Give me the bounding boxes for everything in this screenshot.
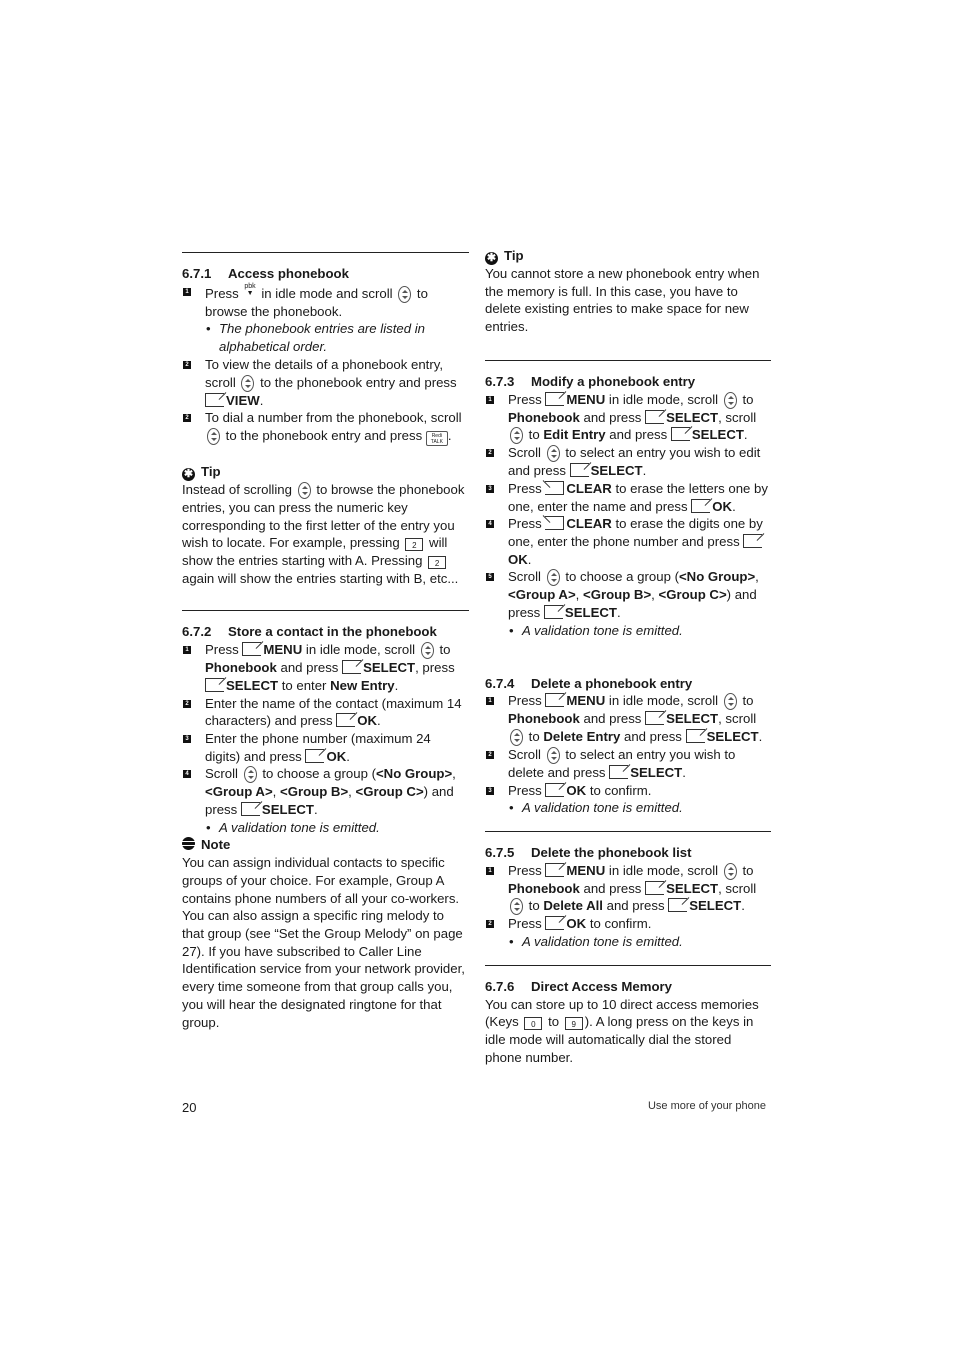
step-item: 1 Press pbk ▼ in idle mode and scroll to browse the phonebook. — [182, 283, 469, 321]
step-item: 2 Press OK to confirm. — [485, 915, 771, 933]
steps-delete-entry — [485, 692, 771, 817]
step-number: 1 — [183, 288, 191, 296]
step-item: 4 Press CLEAR to erase the digits one by one, enter the phone number and press OK. — [485, 515, 771, 568]
tip-heading: ✱ Tip — [183, 463, 221, 480]
note-heading: Note — [182, 836, 469, 854]
scroll-key-icon — [510, 427, 523, 444]
step-item: 3 Press OK to confirm. — [485, 782, 771, 800]
left-softkey-icon — [570, 463, 589, 477]
tip-icon: ✱ — [183, 467, 194, 480]
left-softkey-icon — [241, 802, 260, 816]
step-number: 4 — [486, 520, 494, 528]
left-column — [182, 252, 469, 1031]
step-result: • A validation tone is emitted. — [485, 622, 771, 640]
step-item: 2 Scroll to select an entry you wish to delete and press SELECT. — [485, 746, 771, 782]
step-item: 2 To view the details of a phonebook entry, scroll to the phonebook entry and press VIEW. — [182, 356, 469, 409]
step-number: 2 — [486, 920, 494, 928]
step-number: 3 — [486, 787, 494, 795]
step-item: 2 Enter the name of the contact (maximum 14 characters) and press OK. — [182, 695, 469, 730]
left-softkey-icon — [671, 427, 690, 441]
section-heading-access-phonebook: 6.7.1 Access phonebook — [182, 266, 349, 281]
scroll-key-icon — [547, 445, 560, 462]
step-result: • A validation tone is emitted. — [485, 933, 771, 951]
right-softkey-icon — [545, 481, 564, 495]
note-text: You can assign individual contacts to specific groups of your choice. For example, Group A contains phone numbers of all your co-workers. You can also assign a specific ring melody to that group (see “Set the Group Melody” on page 27). If you have subscribed to Caller Line Identification service from your network provider, every time someone from that group calls you, you will hear the designated ringtone for that group. — [182, 855, 465, 1030]
left-softkey-icon — [686, 729, 705, 743]
left-softkey-icon — [545, 783, 564, 797]
steps-delete-list — [485, 862, 771, 951]
step-number: 2 — [486, 449, 494, 457]
step-item: 1 Press MENU in idle mode, scroll to Phonebook and press SELECT, scroll to Edit Entry and press SELECT. — [485, 391, 771, 445]
step-number: 3 — [183, 735, 191, 743]
step-number: 1 — [486, 697, 494, 705]
step-number: 5 — [486, 573, 494, 581]
scroll-key-icon — [421, 642, 434, 659]
section-heading-store-contact: 6.7.2 Store a contact in the phonebook — [182, 624, 437, 640]
step-item: 2 To dial a number from the phonebook, scroll to the phonebook entry and press Redi TALK . — [182, 409, 469, 446]
key-0-icon: 0 — [524, 1017, 542, 1030]
step-result: • A validation tone is emitted. — [485, 799, 771, 817]
phonebook-key-icon: pbk ▼ — [244, 282, 256, 297]
tip-heading: ✱ Tip — [486, 248, 524, 264]
scroll-key-icon — [398, 286, 411, 303]
key-9-icon: 9 — [565, 1017, 583, 1030]
scroll-key-icon — [510, 898, 523, 915]
step-item: 2 Scroll to select an entry you wish to edit and press SELECT. — [485, 444, 771, 480]
steps-store-contact — [182, 641, 469, 836]
page-number: 20 — [182, 1100, 197, 1115]
direct-access-text: You can store up to 10 direct access memories (Keys 0 to 9 ). A long press on the keys in idle mode will automatically dial the stored phone number. — [485, 996, 759, 1065]
left-softkey-icon — [305, 749, 324, 763]
scroll-key-icon — [298, 482, 311, 499]
step-number: 4 — [183, 770, 191, 778]
steps-modify-entry — [485, 391, 771, 640]
tip-text: Instead of scrolling to browse the phonebook entries, you can press the numeric key corresponding to the first letter of the entry you wish to locate. For example, pressing 2 will show the entries starting with A. Pressing 2 again will show the entries starting with B, etc... — [182, 481, 465, 586]
left-softkey-icon — [609, 765, 628, 779]
talk-key-icon: Redi TALK — [426, 431, 448, 446]
key-2-icon: 2 — [405, 538, 423, 551]
scroll-key-icon — [241, 375, 254, 392]
step-number: 1 — [183, 646, 191, 654]
left-softkey-icon — [205, 678, 224, 692]
right-column — [485, 247, 771, 1066]
left-softkey-icon — [336, 713, 355, 727]
left-softkey-icon — [645, 410, 664, 424]
left-softkey-icon — [205, 393, 224, 407]
scroll-key-icon — [724, 863, 737, 880]
section-heading-delete-entry: 6.7.4 Delete a phonebook entry — [485, 675, 693, 691]
left-softkey-icon — [691, 499, 710, 513]
step-item: 4 Scroll to choose a group (<No Group>, <Group A>, <Group B>, <Group C>) and press SELECT. — [182, 765, 469, 818]
section-heading-modify-entry: 6.7.3 Modify a phonebook entry — [485, 373, 696, 389]
steps-access-phonebook — [182, 283, 469, 446]
left-softkey-icon — [242, 642, 261, 656]
step-number: 2 — [183, 414, 191, 422]
step-item: 3 Enter the phone number (maximum 24 digits) and press OK. — [182, 730, 469, 765]
step-result: • A validation tone is emitted. — [182, 819, 469, 837]
step-number: 1 — [486, 396, 494, 404]
step-item: 1 Press MENU in idle mode, scroll to Phonebook and press SELECT, scroll to Delete Entry and press SELECT. — [485, 692, 771, 746]
step-item: 1 Press MENU in idle mode, scroll to Phonebook and press SELECT, press SELECT to enter New Entry. — [182, 641, 469, 694]
left-softkey-icon — [545, 916, 564, 930]
step-item: 5 Scroll to choose a group (<No Group>, <Group A>, <Group B>, <Group C>) and press SELECT. — [485, 568, 771, 621]
scroll-key-icon — [207, 428, 220, 445]
scroll-key-icon — [244, 766, 257, 783]
step-number: 3 — [486, 485, 494, 493]
tip-text: You cannot store a new phonebook entry when the memory is full. In this case, you have to delete existing entries to make space for new entries. — [485, 266, 760, 335]
step-item: 3 Press CLEAR to erase the letters one by one, enter the name and press OK. — [485, 480, 771, 515]
left-softkey-icon — [645, 881, 664, 895]
tip-icon: ✱ — [486, 252, 497, 264]
scroll-key-icon — [724, 693, 737, 710]
section-heading-delete-list: 6.7.5 Delete the phonebook list — [485, 845, 692, 861]
left-softkey-icon — [544, 605, 563, 619]
scroll-key-icon — [724, 392, 737, 409]
scroll-key-icon — [510, 729, 523, 746]
left-softkey-icon — [645, 711, 664, 725]
left-softkey-icon — [545, 693, 564, 707]
footer-section-title: Use more of your phone — [647, 1100, 766, 1112]
step-result: • The phonebook entries are listed in alphabetical order. — [182, 320, 469, 355]
step-number: 2 — [183, 700, 191, 708]
step-number: 2 — [486, 751, 494, 759]
key-2-icon: 2 — [428, 556, 446, 569]
left-softkey-icon — [545, 863, 564, 877]
left-softkey-icon — [668, 898, 687, 912]
scroll-key-icon — [547, 569, 560, 586]
right-softkey-icon — [545, 516, 564, 530]
section-heading-direct-access: 6.7.6 Direct Access Memory — [485, 978, 672, 994]
step-number: 1 — [486, 867, 494, 875]
left-softkey-icon — [342, 660, 361, 674]
scroll-key-icon — [547, 747, 560, 764]
left-softkey-icon — [743, 534, 762, 548]
left-softkey-icon — [545, 392, 564, 406]
step-item: 1 Press MENU in idle mode, scroll to Phonebook and press SELECT, scroll to Delete All and press SELECT. — [485, 862, 771, 916]
step-number: 2 — [183, 361, 191, 369]
note-icon — [182, 837, 195, 850]
